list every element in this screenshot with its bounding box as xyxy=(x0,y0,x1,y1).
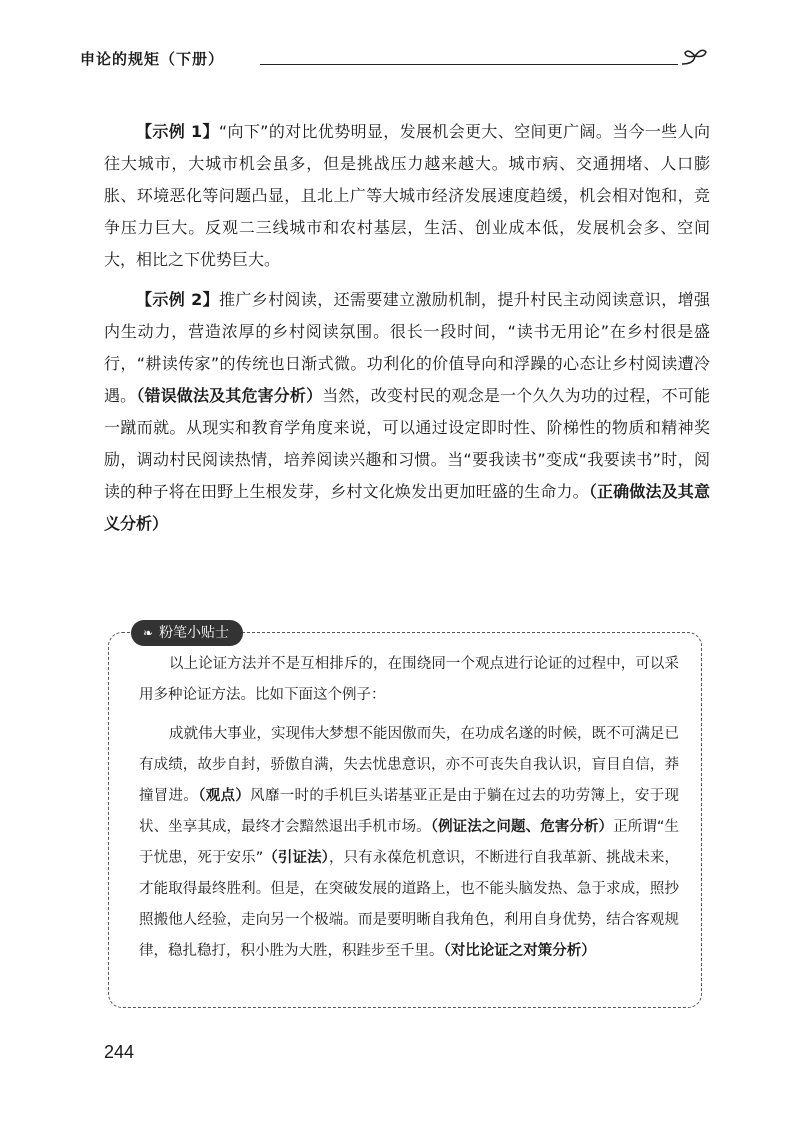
example-1-text: “向下”的对比优势明显，发展机会更大、空间更广阔。当今一些人向往大城市，大城市机会虽多，但是挑战压力越来越大。城市病、交通拥堵、人口膨胀、环境恶化等问题凸显，且北上广等大城市经济发展速度趋缓，机会相对饱和，竞争压力巨大。反观二三线城市和农村基层，生活、创业成本低，发展机会多、空间大，相比之下优势巨大。 xyxy=(104,122,710,269)
example-1-tag: 【示例 1】 xyxy=(136,122,219,141)
main-text xyxy=(104,116,710,540)
sprout-icon xyxy=(680,44,710,70)
tip-text-4: ，只有永葆危机意识，不断进行自我革新、挑战未来，才能取得最终胜利。但是，在突破发展的道路上，也不能头脑发热、急于求成，照抄照搬他人经验，走向另一个极端。而是要明晰自我角色，利用自身优势，结合客观规律，稳扎稳打，积小胜为大胜，积跬步至千里。 xyxy=(139,850,680,959)
leaf-icon: ❧ xyxy=(143,626,154,640)
tip-example-paragraph xyxy=(139,719,679,967)
header-rule xyxy=(260,64,678,65)
tip-intro: 以上论证方法并不是互相排斥的，在围绕同一个观点进行论证的过程中，可以采用多种论证方法。比如下面这个例子： xyxy=(139,656,679,703)
tip-analysis-4: （对比论证之对策分析） xyxy=(443,943,596,959)
example-2-analysis-2: （正确做法及其意义分析） xyxy=(104,482,710,533)
tip-label-text: 粉笔小贴士 xyxy=(159,625,230,641)
running-header xyxy=(80,44,710,72)
example-1-paragraph xyxy=(104,116,710,276)
example-2-analysis-1: （错误做法及其危害分析） xyxy=(136,386,323,405)
tip-analysis-1: （观点） xyxy=(198,788,251,804)
tip-text-1: 成就伟大事业，实现伟大梦想不能因傲而失，在功成名遂的时候，既不可满足已有成绩，故步自封，骄傲自满，失去忧患意识，亦不可丧失自我认识，盲目自信，莽撞冒进。 xyxy=(139,726,679,804)
example-2-tag: 【示例 2】 xyxy=(136,290,219,309)
tip-label xyxy=(131,620,243,646)
tip-analysis-3: （引证法） xyxy=(263,850,329,866)
page-number: 244 xyxy=(104,1042,135,1062)
tip-analysis-2: （例证法之问题、危害分析） xyxy=(430,819,614,835)
example-2-text-2: 当然，改变村民的观念是一个久久为功的过程，不可能一蹴而就。从现实和教育学角度来说，可以通过设定即时性、阶梯性的物质和精神奖励，调动村民阅读热情，培养阅读兴趣和习惯。当“要我读书”变成“我要读书”时，阅读的种子将在田野上生根发芽，乡村文化焕发出更加旺盛的生命力。 xyxy=(104,386,710,501)
example-2-paragraph xyxy=(104,284,710,540)
example-2-text-1: 推广乡村阅读，还需要建立激励机制，提升村民主动阅读意识，增强内生动力，营造浓厚的乡村阅读氛围。很长一段时间，“读书无用论”在乡村很是盛行，“耕读传家”的传统也日渐式微。功利化的价值导向和浮躁的心态让乡村阅读遭冷遇。 xyxy=(104,290,710,405)
book-title: 申论的规矩（下册） xyxy=(80,50,225,68)
tip-content xyxy=(139,649,679,967)
tip-text-3: 正所谓“生于忧患，死于安乐” xyxy=(139,819,680,866)
tip-box xyxy=(108,625,702,1008)
tip-text-2: 风靡一时的手机巨头诺基亚正是由于躺在过去的功劳簿上，安于现状、坐享其成，最终才会黯然退出手机市场。 xyxy=(139,788,680,835)
